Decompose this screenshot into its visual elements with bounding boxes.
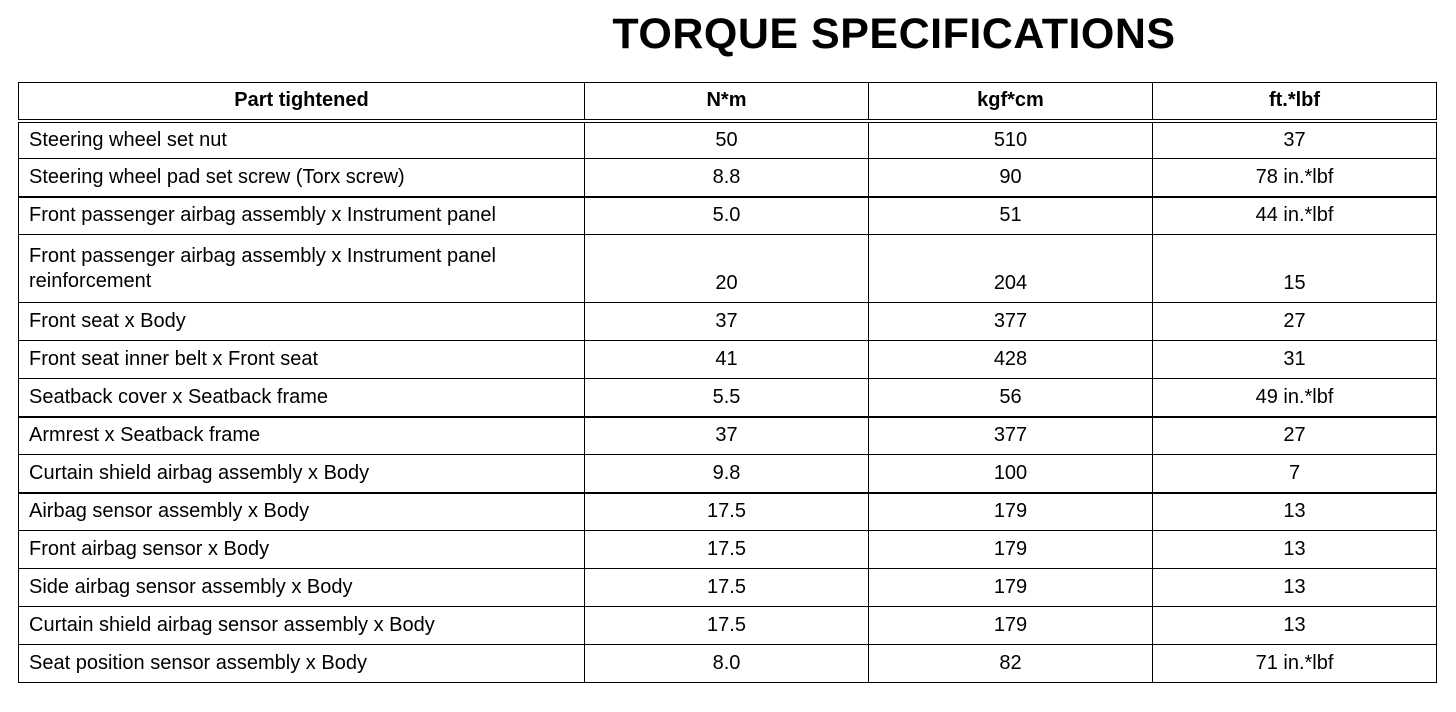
kgf-cell: 179 bbox=[869, 493, 1153, 531]
part-cell: Side airbag sensor assembly x Body bbox=[19, 569, 585, 607]
kgf-cell: 377 bbox=[869, 303, 1153, 341]
part-cell: Seat position sensor assembly x Body bbox=[19, 645, 585, 683]
kgf-cell: 51 bbox=[869, 197, 1153, 235]
kgf-cell: 179 bbox=[869, 607, 1153, 645]
kgf-cell: 179 bbox=[869, 569, 1153, 607]
table-row bbox=[19, 121, 1437, 159]
nm-cell: 37 bbox=[585, 417, 869, 455]
kgf-cell: 510 bbox=[869, 121, 1153, 159]
part-cell: Front passenger airbag assembly x Instrument panel bbox=[19, 197, 585, 235]
nm-cell: 17.5 bbox=[585, 569, 869, 607]
ft-cell: 13 bbox=[1153, 607, 1437, 645]
part-cell: Curtain shield airbag assembly x Body bbox=[19, 455, 585, 493]
header-kgf-cm: kgf*cm bbox=[869, 83, 1153, 121]
nm-cell: 9.8 bbox=[585, 455, 869, 493]
ft-cell: 49 in.*lbf bbox=[1153, 379, 1437, 417]
ft-cell: 13 bbox=[1153, 569, 1437, 607]
table-row bbox=[19, 531, 1437, 569]
ft-cell: 71 in.*lbf bbox=[1153, 645, 1437, 683]
header-nm: N*m bbox=[585, 83, 869, 121]
nm-cell: 50 bbox=[585, 121, 869, 159]
nm-cell: 8.0 bbox=[585, 645, 869, 683]
part-cell: Airbag sensor assembly x Body bbox=[19, 493, 585, 531]
nm-cell: 5.5 bbox=[585, 379, 869, 417]
nm-cell: 20 bbox=[585, 235, 869, 303]
table-row bbox=[19, 607, 1437, 645]
table-row bbox=[19, 197, 1437, 235]
part-cell: Steering wheel pad set screw (Torx screw) bbox=[19, 159, 585, 197]
table-row bbox=[19, 379, 1437, 417]
part-cell: Front airbag sensor x Body bbox=[19, 531, 585, 569]
ft-cell: 44 in.*lbf bbox=[1153, 197, 1437, 235]
ft-cell: 37 bbox=[1153, 121, 1437, 159]
table-row bbox=[19, 341, 1437, 379]
table-row bbox=[19, 159, 1437, 197]
kgf-cell: 56 bbox=[869, 379, 1153, 417]
ft-cell: 15 bbox=[1153, 235, 1437, 303]
ft-cell: 13 bbox=[1153, 531, 1437, 569]
nm-cell: 17.5 bbox=[585, 531, 869, 569]
part-cell: Front seat x Body bbox=[19, 303, 585, 341]
nm-cell: 8.8 bbox=[585, 159, 869, 197]
kgf-cell: 90 bbox=[869, 159, 1153, 197]
header-row bbox=[19, 83, 1437, 121]
ft-cell: 78 in.*lbf bbox=[1153, 159, 1437, 197]
kgf-cell: 100 bbox=[869, 455, 1153, 493]
kgf-cell: 428 bbox=[869, 341, 1153, 379]
table-row bbox=[19, 645, 1437, 683]
table-body bbox=[19, 121, 1437, 683]
part-cell: Steering wheel set nut bbox=[19, 121, 585, 159]
part-cell: Front seat inner belt x Front seat bbox=[19, 341, 585, 379]
nm-cell: 17.5 bbox=[585, 607, 869, 645]
ft-cell: 27 bbox=[1153, 417, 1437, 455]
part-cell: Seatback cover x Seatback frame bbox=[19, 379, 585, 417]
part-cell: Curtain shield airbag sensor assembly x Body bbox=[19, 607, 585, 645]
ft-cell: 27 bbox=[1153, 303, 1437, 341]
table-row bbox=[19, 303, 1437, 341]
nm-cell: 5.0 bbox=[585, 197, 869, 235]
page-title: TORQUE SPECIFICATIONS bbox=[612, 10, 1176, 58]
part-cell: Armrest x Seatback frame bbox=[19, 417, 585, 455]
table-header bbox=[19, 83, 1437, 121]
ft-cell: 31 bbox=[1153, 341, 1437, 379]
header-part-tightened: Part tightened bbox=[19, 83, 585, 121]
kgf-cell: 204 bbox=[869, 235, 1153, 303]
table-row bbox=[19, 417, 1437, 455]
nm-cell: 17.5 bbox=[585, 493, 869, 531]
header-ft-lbf: ft.*lbf bbox=[1153, 83, 1437, 121]
part-cell: Front passenger airbag assembly x Instrument panel reinforcement bbox=[19, 235, 585, 303]
ft-cell: 13 bbox=[1153, 493, 1437, 531]
table-row bbox=[19, 569, 1437, 607]
nm-cell: 41 bbox=[585, 341, 869, 379]
torque-spec-table bbox=[18, 82, 1437, 683]
table-row bbox=[19, 235, 1437, 303]
nm-cell: 37 bbox=[585, 303, 869, 341]
ft-cell: 7 bbox=[1153, 455, 1437, 493]
table-row bbox=[19, 455, 1437, 493]
kgf-cell: 179 bbox=[869, 531, 1153, 569]
kgf-cell: 377 bbox=[869, 417, 1153, 455]
table-row bbox=[19, 493, 1437, 531]
kgf-cell: 82 bbox=[869, 645, 1153, 683]
